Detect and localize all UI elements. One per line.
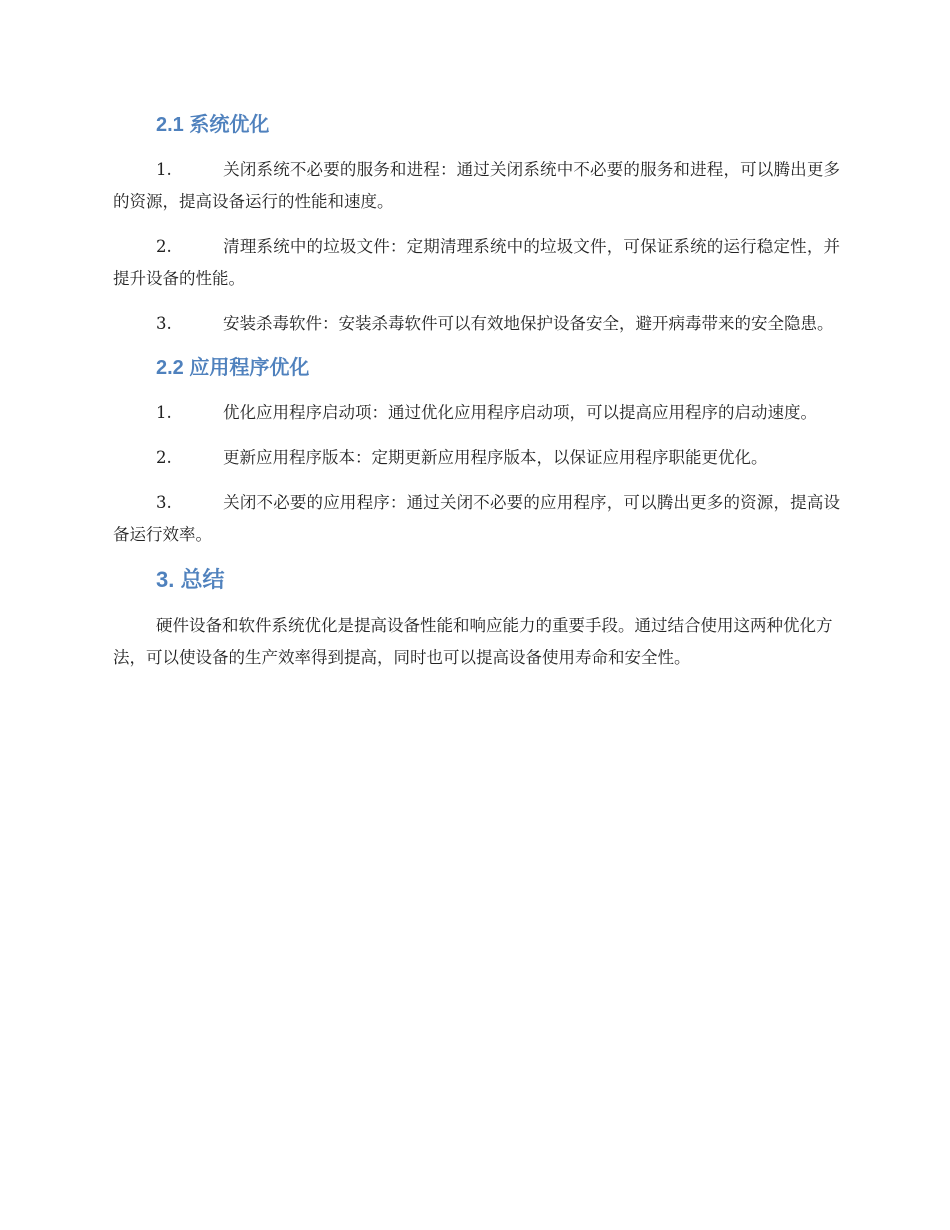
document-body	[113, 110, 840, 674]
list-item	[113, 397, 840, 429]
list-item-text: 优化应用程序启动项：通过优化应用程序启动项，可以提高应用程序的启动速度。	[223, 403, 817, 422]
list-item-text: 关闭系统不必要的服务和进程：通过关闭系统中不必要的服务和进程，可以腾出更多的资源，提高设备运行的性能和速度。	[113, 160, 840, 211]
summary-paragraph: 硬件设备和软件系统优化是提高设备性能和响应能力的重要手段。通过结合使用这两种优化方法，可以使设备的生产效率得到提高，同时也可以提高设备使用寿命和安全性。	[113, 616, 833, 667]
list-item-text: 安装杀毒软件：安装杀毒软件可以有效地保护设备安全，避开病毒带来的安全隐患。	[223, 314, 834, 333]
list-item-text: 更新应用程序版本：定期更新应用程序版本，以保证应用程序职能更优化。	[223, 448, 768, 467]
list-item-number: 3.	[156, 493, 172, 512]
list-item-number: 1.	[156, 403, 172, 422]
list-item	[113, 308, 840, 340]
list-item-number: 3.	[156, 314, 172, 333]
list-item	[113, 487, 840, 551]
section-heading-system-optimization: 2.1 系统优化	[156, 114, 270, 136]
section-heading-summary: 3. 总结	[156, 567, 225, 592]
list-item-number: 2.	[156, 448, 172, 467]
list-item-text: 关闭不必要的应用程序：通过关闭不必要的应用程序，可以腾出更多的资源，提高设备运行效率。	[113, 493, 840, 544]
list-item	[113, 154, 840, 218]
list-item-text: 清理系统中的垃圾文件：定期清理系统中的垃圾文件，可保证系统的运行稳定性，并提升设备的性能。	[113, 237, 840, 288]
section-heading-app-optimization: 2.2 应用程序优化	[156, 357, 310, 379]
list-item-number: 1.	[156, 160, 172, 179]
list-item-number: 2.	[156, 237, 172, 256]
list-item	[113, 442, 840, 474]
list-item	[113, 231, 840, 295]
